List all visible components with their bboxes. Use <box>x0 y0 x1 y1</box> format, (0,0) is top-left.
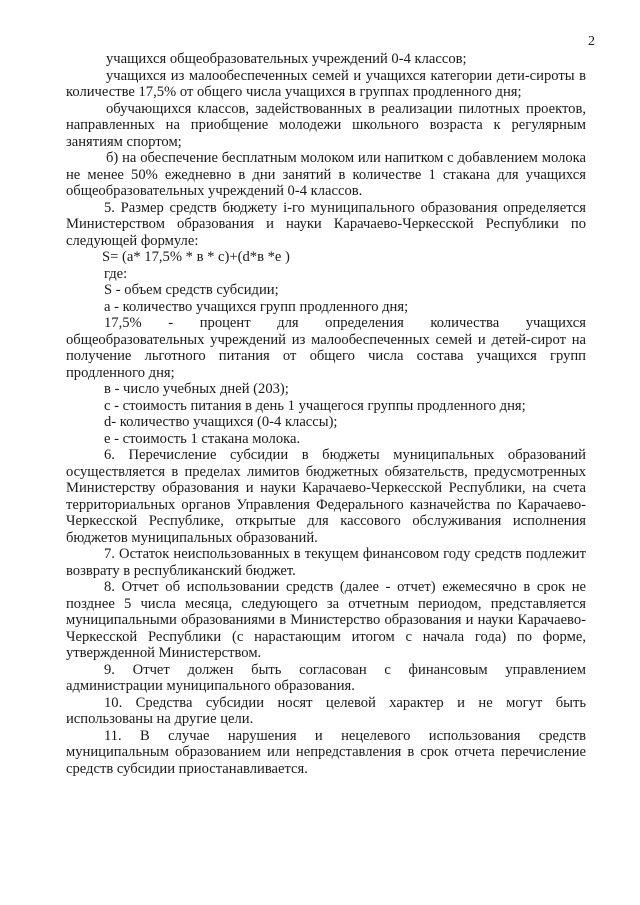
paragraph-students-general: учащихся общеобразовательных учреждений 0-4 классов; <box>106 51 467 67</box>
formula-variable-e: е - стоимость 1 стакана молока. <box>104 430 301 447</box>
formula-variable-d: d- количество учащихся (0-4 классы); <box>104 414 338 430</box>
document-body <box>66 51 586 777</box>
formula-variable-percent: 17,5% - процент для определения количества учащихся общеобразовательных учреждений из малообеспеченных семей и детей-сирот на получение льготного питания от общего числа состава учащихся групп продленного дня; <box>66 315 586 381</box>
formula-where-label: где: <box>104 265 128 282</box>
paragraph-item-11: 11. В случае нарушения и нецелевого использования средств муниципальным образованием или непредставления в срок отчета перечисление средств субсидии приостанавливается. <box>66 727 586 777</box>
paragraph-students-low-income: учащихся из малообеспеченных семей и учащихся категории дети-сироты в количестве 17,5% от общего числа учащихся в группах продленного дня; <box>66 67 586 100</box>
formula-variable-s: S - объем средств субсидии; <box>104 282 279 298</box>
paragraph-item-5: 5. Размер средств бюджету i-го муниципального образования определяется Министерством образования и науки Карачаево-Черкесской Республики по следующей формуле: <box>66 199 586 249</box>
paragraph-item-10: 10. Средства субсидии носят целевой характер и не могут быть использованы на другие цели. <box>66 694 586 727</box>
paragraph-item-6: 6. Перечисление субсидии в бюджеты муниципальных образований осуществляется в пределах лимитов бюджетных обязательств, предусмотренных Министерству образования и науки Карачаево-Черкесской Республики, на счета территориальных органов Управления Федерального казначейства по Карачаево-Черкесской Республике, открытые для кассового обслуживания исполнения бюджетов муниципальных образований. <box>66 447 586 546</box>
paragraph-item-8: 8. Отчет об использовании средств (далее - отчет) ежемесячно в срок не позднее 5 числа месяца, следующего за отчетным периодом, представляется муниципальными образованиями в Министерство образования и науки Карачаево-Черкесской Республики (с нарастающим итогом с начала года) по форме, утвержденной Министерством. <box>66 579 586 661</box>
page-number: 2 <box>588 34 595 49</box>
formula-variable-a: а - количество учащихся групп продленного дня; <box>104 298 409 315</box>
subsidy-formula: S= (а* 17,5% * в * с)+(d*в *е ) <box>102 249 290 265</box>
formula-variable-v: в - число учебных дней (203); <box>104 381 289 397</box>
paragraph-students-sport-projects: обучающихся классов, задействованных в реализации пилотных проектов, направленных на приобщение молодежи школьного возраста к регулярным занятиям спортом; <box>66 100 586 150</box>
paragraph-item-9: 9. Отчет должен быть согласован с финансовым управлением администрации муниципального образования. <box>66 661 586 694</box>
paragraph-item-7: 7. Остаток неиспользованных в текущем финансовом году средств подлежит возврату в республиканский бюджет. <box>66 546 586 579</box>
paragraph-milk-provision: б) на обеспечение бесплатным молоком или напитком с добавлением молока не менее 50% ежедневно в дни занятий в количестве 1 стакана для учащихся общеобразовательных учреждений 0-4 классов. <box>66 150 586 199</box>
formula-variable-c: с - стоимость питания в день 1 учащегося группы продленного дня; <box>104 397 526 414</box>
